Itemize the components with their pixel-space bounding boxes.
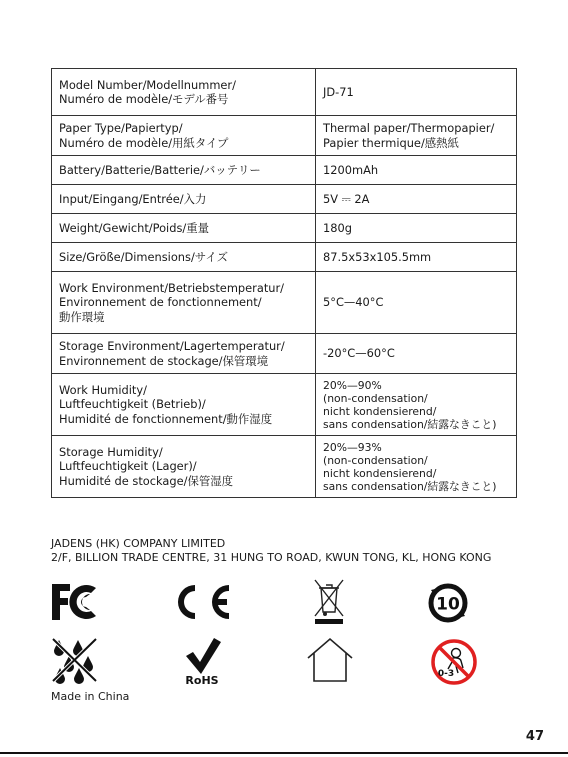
spec-value-line: sans condensation/結露なきこと): [323, 479, 497, 493]
spec-row: [52, 214, 517, 243]
spec-label: [52, 334, 316, 374]
spec-label: [52, 243, 316, 272]
spec-label-line: Storage Humidity/: [59, 444, 163, 459]
spec-label: [52, 69, 316, 116]
not-for-children-0-3-icon: [430, 638, 478, 686]
spec-value-line: JD-71: [323, 84, 354, 99]
spec-value-line: sans condensation/結露なきこと): [323, 417, 497, 431]
spec-label-line: Work Humidity/: [59, 382, 147, 397]
spec-label-line: Work Environment/Betriebstemperatur/: [59, 280, 285, 295]
rohs-icon: [180, 636, 224, 686]
spec-row: [52, 436, 517, 498]
spec-value-line: Papier thermique/感熱紙: [323, 135, 459, 150]
spec-value: [316, 272, 517, 334]
spec-label-line: Humidité de stockage/保管湿度: [59, 473, 234, 488]
spec-value: [316, 243, 517, 272]
spec-row: [52, 334, 517, 374]
spec-label-line: Numéro de modèle/用紙タイプ: [59, 135, 229, 150]
spec-label-line: Battery/Batterie/Batterie/バッテリー: [59, 162, 261, 177]
spec-value-line: 1200mAh: [323, 162, 379, 177]
spec-value: [316, 334, 517, 374]
spec-value-line: 20%—90%: [323, 378, 382, 392]
spec-value-line: 87.5x53x105.5mm: [323, 249, 432, 264]
spec-value: [316, 185, 517, 214]
spec-label-line: Luftfeuchtigkeit (Betrieb)/: [59, 397, 206, 412]
spec-label-line: Weight/Gewicht/Poids/重量: [59, 220, 210, 235]
spec-label-line: Environnement de fonctionnement/: [59, 295, 262, 310]
spec-value-line: -20°C—60°C: [323, 346, 395, 361]
spec-value: [316, 374, 517, 436]
weee-bin-icon: [311, 576, 347, 626]
ce-mark-icon: [165, 582, 235, 622]
spec-label: [52, 436, 316, 498]
spec-value: [316, 214, 517, 243]
spec-label-line: Model Number/Modellnummer/: [59, 77, 236, 92]
spec-label: [52, 185, 316, 214]
spec-row: [52, 243, 517, 272]
spec-label-line: Paper Type/Papiertyp/: [59, 121, 183, 135]
spec-label: [52, 272, 316, 334]
spec-label-line: Humidité de fonctionnement/動作湿度: [59, 411, 273, 426]
epup-10-icon: [425, 580, 471, 626]
fcc-logo-icon: [50, 580, 102, 624]
spec-value-line: (non-condensation/: [323, 453, 428, 467]
spec-row: [52, 69, 517, 116]
keep-dry-icon: [50, 636, 100, 684]
spec-label: [52, 116, 316, 156]
spec-row: [52, 185, 517, 214]
spec-label-line: Storage Environment/Lagertemperatur/: [59, 339, 285, 353]
spec-value-line: 5V ⎓ 2A: [323, 191, 370, 206]
spec-value: [316, 69, 517, 116]
spec-value-line: nicht kondensierend/: [323, 404, 437, 418]
spec-row: [52, 156, 517, 185]
company-info: [51, 537, 491, 565]
epup-10-label: 10: [436, 594, 460, 615]
spec-label: [52, 156, 316, 185]
spec-label-line: 動作環境: [59, 309, 105, 324]
spec-value: [316, 436, 517, 498]
company-address: 2/F, BILLION TRADE CENTRE, 31 HUNG TO ROAD, KWUN TONG, KL, HONG KONG: [51, 551, 492, 564]
spec-value-line: 180g: [323, 220, 352, 235]
spec-value: [316, 116, 517, 156]
page-number: 47: [525, 729, 544, 744]
indoor-use-icon: [305, 636, 355, 684]
spec-value-line: 5°C—40°C: [323, 295, 384, 310]
spec-label: [52, 214, 316, 243]
made-in-label: Made in China: [51, 690, 130, 703]
spec-value-line: nicht kondensierend/: [323, 466, 437, 480]
spec-table: [51, 68, 517, 498]
spec-label-line: Numéro de modèle/モデル番号: [59, 92, 229, 106]
spec-label: [52, 374, 316, 436]
spec-row: [52, 116, 517, 156]
spec-value: [316, 156, 517, 185]
spec-label-line: Input/Eingang/Entrée/入力: [59, 191, 207, 206]
spec-label-line: Environnement de stockage/保管環境: [59, 353, 269, 368]
spec-row: [52, 272, 517, 334]
spec-label-line: Luftfeuchtigkeit (Lager)/: [59, 459, 197, 474]
rohs-label: RoHS: [185, 674, 219, 686]
company-name: JADENS (HK) COMPANY LIMITED: [51, 537, 226, 550]
spec-value-line: (non-condensation/: [323, 391, 428, 405]
age-label: 0-3: [437, 669, 455, 679]
spec-value-line: Thermal paper/Thermopapier/: [323, 121, 495, 135]
spec-value-line: 20%—93%: [323, 440, 382, 454]
spec-label-line: Size/Größe/Dimensions/サイズ: [59, 249, 229, 264]
footer-rule: [0, 752, 568, 754]
spec-table-body: [52, 69, 517, 498]
spec-row: [52, 374, 517, 436]
